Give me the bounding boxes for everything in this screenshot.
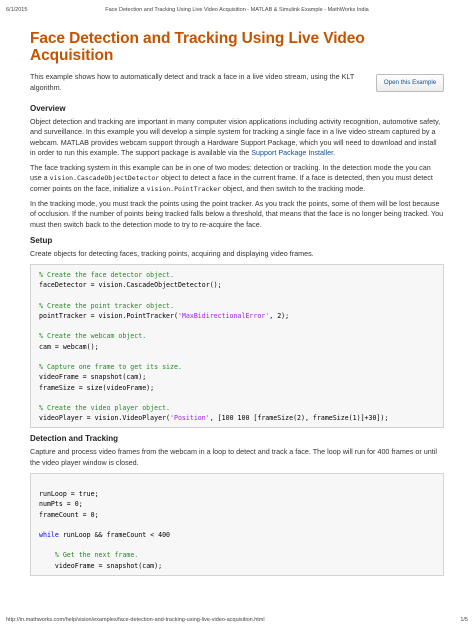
overview-heading: Overview xyxy=(30,104,66,113)
code-string: 'MaxBidirectionalError' xyxy=(177,312,270,321)
overview-paragraph-1 xyxy=(30,117,444,158)
code-line xyxy=(39,311,435,321)
support-package-installer-link[interactable]: Support Package Installer xyxy=(251,147,334,157)
code-line: runLoop = true; xyxy=(39,490,99,499)
code-line xyxy=(39,413,435,423)
code-segment: , [100 100 [frameSize(2), frameSize(1)]+30]); xyxy=(209,414,389,423)
code-segment: runLoop && frameCount < 400 xyxy=(58,530,171,539)
overview-paragraph-2 xyxy=(30,163,444,194)
detection-heading: Detection and Tracking xyxy=(30,434,119,444)
code-line xyxy=(39,530,435,540)
code-comment: % Create the face detector object. xyxy=(39,271,174,280)
code-line: numPts = 0; xyxy=(39,500,83,509)
code-line xyxy=(39,561,435,571)
code-line: frameSize = size(videoFrame); xyxy=(39,383,155,392)
code-keyword: while xyxy=(39,530,59,539)
code-segment: videoPlayer = vision.VideoPlayer( xyxy=(39,414,171,423)
code-comment: % Create the webcam object. xyxy=(39,332,147,341)
code-comment: % Create the point tracker object. xyxy=(39,301,174,310)
code-blank-line xyxy=(39,393,435,403)
print-header xyxy=(6,7,468,17)
code-blank-line xyxy=(39,352,435,362)
print-page-number: 1/5 xyxy=(460,617,468,623)
code-segment: pointTracker = vision.PointTracker( xyxy=(39,312,178,321)
code-blank-line xyxy=(39,321,435,331)
overview-p2-text-b: object to detect a face in the current frame. If a face is detected, then you must detect corner points on the face, initialize a xyxy=(30,173,433,193)
page-title: Face Detection and Tracking Using Live Video Acquisition xyxy=(30,30,365,64)
code-blank-line xyxy=(39,520,435,530)
code-comment-text: % Get the next frame. xyxy=(54,551,139,560)
code-comment: % Create the video player object. xyxy=(39,403,171,412)
cascade-detector-code: vision.CascadeObjectDetector xyxy=(49,174,160,183)
document-content xyxy=(30,30,444,582)
setup-code-block[interactable] xyxy=(30,264,444,428)
setup-heading: Setup xyxy=(30,235,53,245)
overview-paragraph-3: In the tracking mode, you must track the points using the point tracker. As you track the points, some of them will be lost because of occlusion. If the number of points being tracked falls below a threshold, that means that the face is no longer being tracked. You must then switch back to the detection mode to try to re-acquire the face. xyxy=(30,199,444,229)
setup-text: Create objects for detecting faces, tracking points, acquiring and displaying video frames. xyxy=(30,248,314,258)
code-line: videoFrame = snapshot(cam); xyxy=(39,373,147,382)
print-page-title: Face Detection and Tracking Using Live Video Acquisition - MATLAB & Simulink Example - MathWorks India xyxy=(105,7,369,13)
print-footer xyxy=(6,617,468,626)
print-url: http://in.mathworks.com/help/vision/examples/face-detection-and-tracking-using-live-video-acquisition.html xyxy=(6,617,265,623)
code-line: frameCount = 0; xyxy=(39,510,99,519)
code-line: cam = webcam(); xyxy=(39,342,99,351)
code-segment: videoFrame = snapshot(cam); xyxy=(54,561,163,570)
overview-p1-end: . xyxy=(333,147,336,157)
open-example-button[interactable]: Open this Example xyxy=(376,74,444,92)
detection-code-block[interactable] xyxy=(30,473,444,576)
print-date: 6/1/2015 xyxy=(6,7,28,13)
overview-p2-text-c: object, and then switch to the tracking mode. xyxy=(221,183,366,193)
code-blank-line xyxy=(39,540,435,550)
code-string: 'Position' xyxy=(170,414,210,423)
code-segment: , 2); xyxy=(269,312,290,321)
code-blank-line xyxy=(39,479,435,489)
overview-p2-text-a: The face tracking system in this example can be in one of two modes: detection or tracking. In the detection mode the you can use a xyxy=(30,163,431,183)
point-tracker-code: vision.PointTracker xyxy=(146,184,222,193)
detection-text: Capture and process video frames from the webcam in a loop to detect and track a face. The loop will run for 400 frames or until the video player window is closed. xyxy=(30,447,437,467)
code-comment xyxy=(39,550,435,560)
intro-row xyxy=(30,72,444,98)
code-comment: % Capture one frame to get its size. xyxy=(39,363,182,372)
overview-p1-text: Object detection and tracking are important in many computer vision applications including activity recognition, automotive safety, and surveillance. In this example you will develop a simple system for tracking a single face in a live video stream captured by a webcam. MATLAB provides webcam support through a Hardware Support Package, which you will need to download and install in order to run this example. The support package is available via the xyxy=(30,117,441,157)
intro-text: This example shows how to automatically detect and track a face in a live video stream, using the KLT algorithm. xyxy=(30,72,355,92)
code-line: faceDetector = vision.CascadeObjectDetector(); xyxy=(39,281,222,290)
code-blank-line xyxy=(39,291,435,301)
